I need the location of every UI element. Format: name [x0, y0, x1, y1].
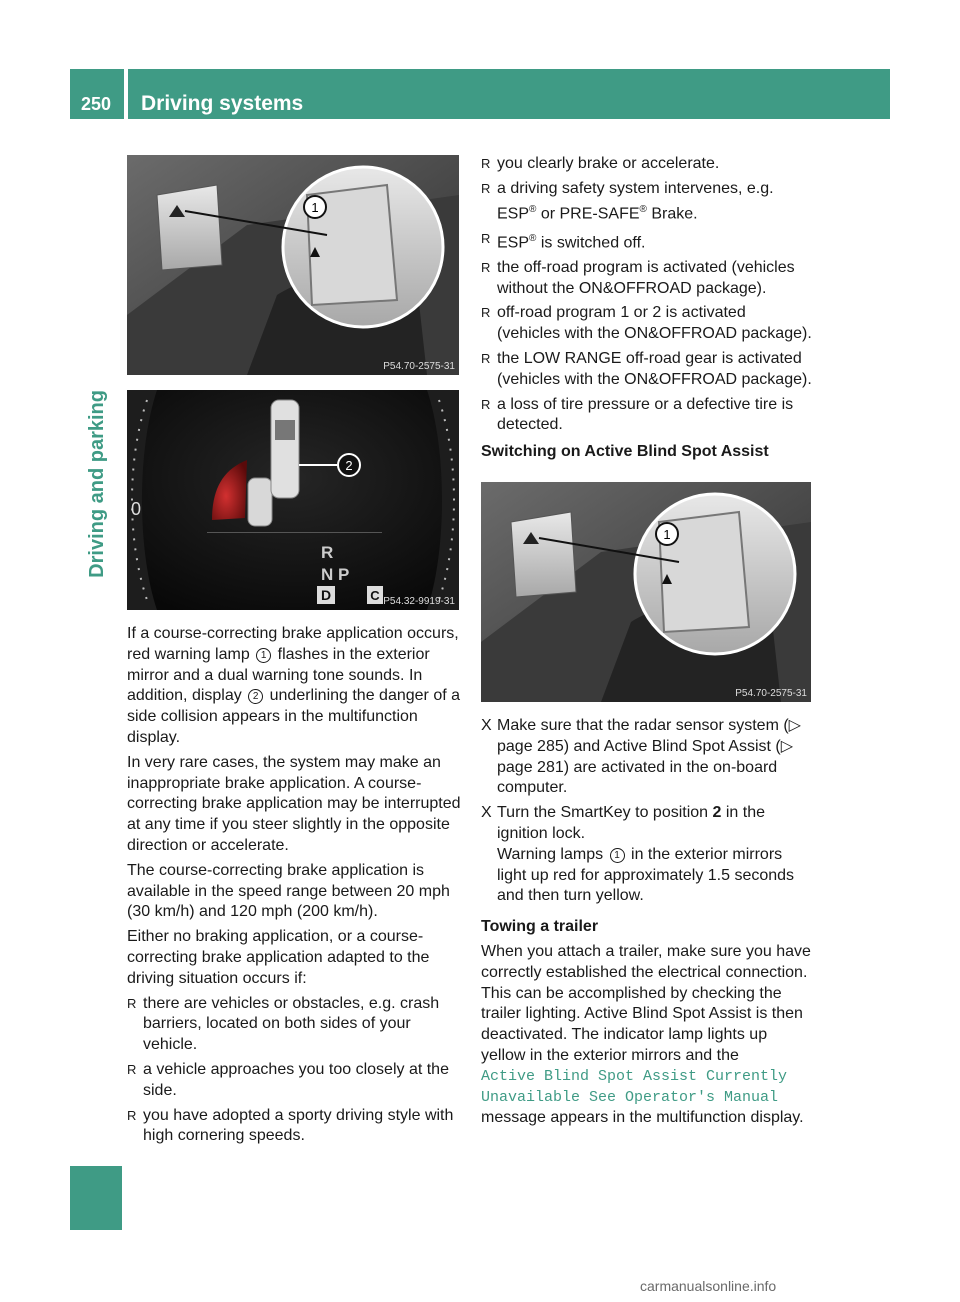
- list-item: R you clearly brake or accelerate.: [481, 155, 720, 172]
- speedo-digit: 0: [131, 499, 142, 519]
- paragraph-rare-cases: In very rare cases, the system may make an inappropriate brake application. A course-correcting brake application may be interrupted at any time if you steer slightly in the opposite direction or accelerate.: [127, 753, 461, 854]
- right-column-top: [481, 154, 813, 463]
- gear-r: R: [321, 543, 334, 562]
- side-tab-label: Driving and parking: [86, 390, 108, 578]
- paragraph-speed-range: The course-correcting brake application is available in the speed range between 20 mph (30 km/h) and 120 mph (200 km/h).: [127, 861, 450, 921]
- paragraph-towing: When you attach a trailer, make sure you have correctly established the electrical connection. This can be accomplished by checking the trailer lighting. Active Blind Spot Assist is then deactivated. The indicator lamp lights up yellow in the exterior mirrors and the: [481, 942, 811, 1064]
- gear-d: D: [320, 587, 332, 603]
- figure-instrument-cluster: [127, 390, 459, 610]
- paragraph-message-end: message appears in the multifunction display.: [481, 1109, 804, 1127]
- figure-code: P54.70-2575-31: [383, 361, 455, 372]
- instruction-step: X Make sure that the radar sensor system (▷ page 285) and Active Blind Spot Assist (▷ page 281) are activated in the on-board computer.: [481, 717, 801, 797]
- list-item: R off-road program 1 or 2 is activated (vehicles with the ON&OFFROAD package).: [481, 304, 812, 343]
- left-column: [127, 624, 461, 1147]
- callout-ref-1: 1: [256, 648, 271, 663]
- page-reference[interactable]: ▷ page 285: [497, 717, 801, 755]
- right-column-bottom: [481, 716, 813, 1129]
- step-note: Warning lamps 1 in the exterior mirrors light up red for approximately 1.5 seconds and then turn yellow.: [497, 845, 795, 905]
- instruction-step: X Turn the SmartKey to position 2 in the ignition lock.: [481, 804, 766, 842]
- page-reference[interactable]: ▷ page 281: [497, 737, 794, 776]
- list-item: R there are vehicles or obstacles, e.g. crash barriers, located on both sides of your vehicle.: [127, 994, 440, 1054]
- display-message-line2: Unavailable See Operator's Manual: [481, 1088, 779, 1106]
- side-tab-marker: [70, 1166, 122, 1230]
- callout-2: 2: [345, 458, 353, 473]
- list-item: R ESP® is switched off.: [481, 230, 646, 252]
- gear-np: N P: [321, 565, 350, 584]
- callout-ref-1: 1: [610, 848, 625, 863]
- figure-code: P54.70-2575-31: [735, 688, 807, 699]
- heading-switching-on: Switching on Active Blind Spot Assist: [481, 443, 769, 461]
- list-item: R you have adopted a sporty driving style with high cornering speeds.: [127, 1106, 454, 1145]
- figure-mirror-top: [127, 155, 459, 375]
- list-item: R a vehicle approaches you too closely at the side.: [127, 1060, 449, 1099]
- paragraph-brake-application: If a course-correcting brake application occurs, red warning lamp 1 flashes in the exterior mirror and a dual warning tone sounds. In addition, display 2 underlining the danger of a side collision appears in the multifunction display.: [127, 625, 460, 746]
- display-message-line1: Active Blind Spot Assist Currently: [481, 1067, 788, 1085]
- list-item: R the LOW RANGE off-road gear is activated (vehicles with the ON&OFFROAD package).: [481, 350, 812, 388]
- paragraph-conditions-intro: Either no braking application, or a course-correcting brake application adapted to the driving situation occurs if:: [127, 928, 430, 987]
- callout-1: 1: [663, 527, 671, 542]
- watermark: carmanualsonline.info: [640, 1278, 777, 1294]
- list-item: R the off-road program is activated (vehicles without the ON&OFFROAD package).: [481, 258, 795, 297]
- page-number: 250: [80, 94, 112, 114]
- header-separator: [124, 69, 128, 119]
- callout-1: 1: [311, 200, 319, 215]
- section-title: Driving systems: [141, 92, 304, 115]
- list-item: R a loss of tire pressure or a defective tire is detected.: [481, 395, 794, 434]
- figure-mirror-right: [481, 482, 811, 702]
- callout-ref-2: 2: [248, 689, 263, 704]
- list-item: R a driving safety system intervenes, e.g. ESP® or PRE-SAFE® Brake.: [481, 179, 774, 222]
- figure-code: P54.32-9919-31: [383, 596, 455, 607]
- gear-c: C: [370, 588, 380, 603]
- heading-towing: Towing a trailer: [481, 918, 599, 936]
